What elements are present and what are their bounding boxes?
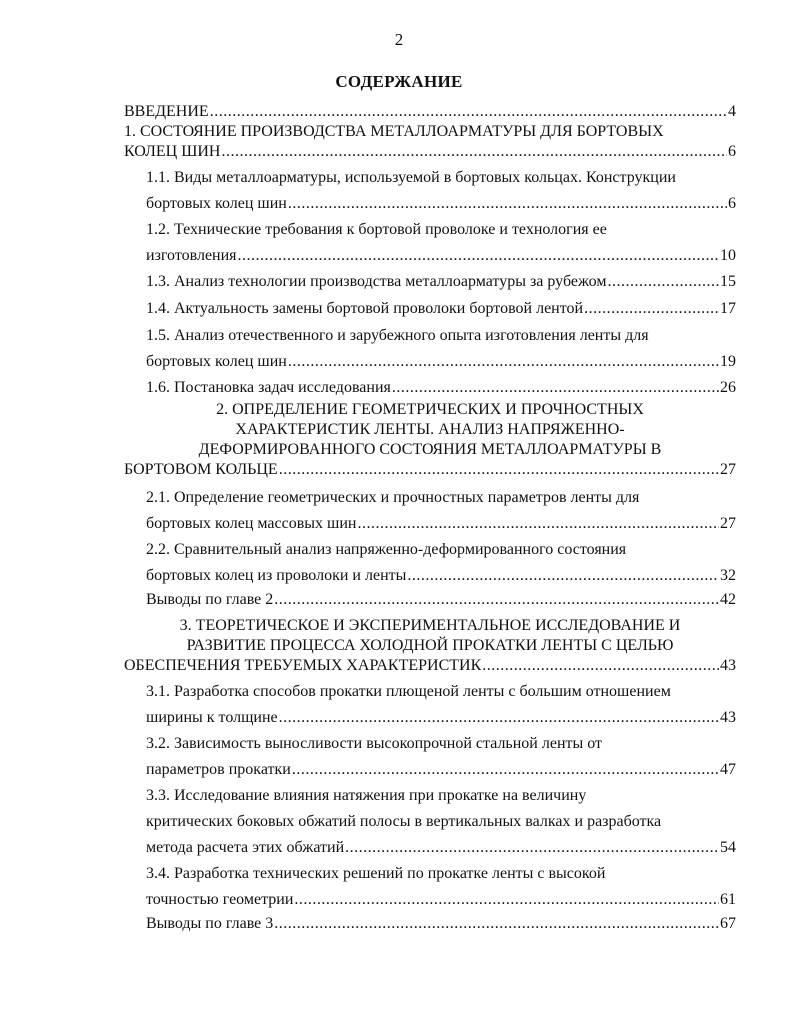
toc-entry-text: 2.1. Определение геометрических и прочностных параметров ленты для: [146, 489, 640, 506]
toc-entry-2-2[interactable]: [0, 534, 798, 586]
toc-entry-text: метода расчета этих обжатий: [146, 839, 345, 856]
toc-entry-page: 6: [728, 143, 736, 160]
table-of-contents: [0, 98, 798, 936]
toc-entry-3-1[interactable]: [0, 676, 798, 728]
toc-entry-1-1[interactable]: [0, 162, 798, 214]
toc-entry-conclusions-2[interactable]: [0, 586, 798, 612]
toc-entry-text: РАЗВИТИЕ ПРОЦЕССА ХОЛОДНОЙ ПРОКАТКИ ЛЕНТЫ С ЦЕЛЬЮ: [186, 637, 674, 654]
toc-entry-text: 1. СОСТОЯНИЕ ПРОИЗВОДСТВА МЕТАЛЛОАРМАТУРЫ ДЛЯ БОРТОВЫХ: [124, 123, 664, 140]
toc-entry-text: критических боковых обжатий полосы в вертикальных валках и разработка: [146, 813, 662, 830]
toc-entry-text: 1.1. Виды металлоарматуры, используемой в бортовых кольцах. Конструкции: [146, 169, 676, 186]
toc-entry-2-1[interactable]: [0, 482, 798, 534]
toc-entry-page: 43: [720, 657, 736, 674]
toc-entry-page: 67: [720, 915, 736, 932]
toc-entry-text: 1.5. Анализ отечественного и зарубежного опыта изготовления ленты для: [146, 327, 649, 344]
toc-entry-text: ОБЕСПЕЧЕНИЯ ТРЕБУЕМЫХ ХАРАКТЕРИСТИК: [124, 657, 482, 674]
toc-entry-1-3[interactable]: [0, 266, 798, 293]
toc-entry-text: бортовых колец шин: [146, 195, 287, 212]
toc-entry-1-4[interactable]: [0, 293, 798, 320]
toc-entry-text: параметров прокатки: [146, 761, 291, 778]
toc-entry-text: ВВЕДЕНИЕ: [124, 103, 209, 120]
toc-entry-text: ХАРАКТЕРИСТИК ЛЕНТЫ. АНАЛИЗ НАПРЯЖЕННО-: [235, 421, 625, 438]
toc-entry-page: 42: [720, 591, 736, 608]
toc-entry-text: Выводы по главе 2: [146, 591, 274, 608]
toc-entry-text: 3.4. Разработка технических решений по прокатке ленты с высокой: [146, 865, 606, 882]
toc-entry-3-4[interactable]: [0, 858, 798, 910]
toc-entry-text: 3. ТЕОРЕТИЧЕСКОЕ И ЭКСПЕРИМЕНТАЛЬНОЕ ИССЛЕДОВАНИЕ И: [179, 617, 681, 634]
toc-entry-text: 1.6. Постановка задач исследования: [146, 379, 391, 396]
toc-entry-page: 26: [720, 379, 736, 396]
toc-entry-1-6[interactable]: [0, 372, 798, 396]
toc-entry-text: 3.2. Зависимость выносливости высокопрочной стальной ленты от: [146, 735, 603, 752]
toc-entry-text: БОРТОВОМ КОЛЬЦЕ: [124, 461, 278, 478]
toc-entry-page: 61: [720, 891, 736, 908]
toc-entry-chapter-1[interactable]: [0, 118, 798, 162]
toc-entry-page: 43: [720, 709, 736, 726]
toc-entry-page: 47: [720, 761, 736, 778]
toc-entry-conclusions-3[interactable]: [0, 910, 798, 936]
toc-entry-text: ДЕФОРМИРОВАННОГО СОСТОЯНИЯ МЕТАЛЛОАРМАТУРЫ В: [198, 441, 662, 458]
toc-entry-page: 19: [720, 353, 736, 370]
toc-title: СОДЕРЖАНИЕ: [335, 72, 463, 91]
toc-entry-text: изготовления: [146, 247, 237, 264]
toc-entry-page: 17: [720, 300, 736, 317]
toc-entry-text: 1.3. Анализ технологии производства металлоарматуры за рубежом: [146, 273, 607, 290]
toc-entry-chapter-3[interactable]: [0, 612, 798, 676]
toc-entry-1-5[interactable]: [0, 320, 798, 372]
toc-entry-text: ширины к толщине: [146, 709, 278, 726]
toc-entry-text: точностью геометрии: [146, 891, 294, 908]
toc-entry-text: бортовых колец из проволоки и ленты: [146, 567, 407, 584]
toc-entry-text: Выводы по главе 3: [146, 915, 274, 932]
toc-entry-page: 6: [728, 195, 736, 212]
toc-entry-page: 4: [728, 103, 736, 120]
toc-entry-introduction[interactable]: [0, 98, 798, 118]
toc-entry-3-3[interactable]: [0, 780, 798, 858]
toc-entry-text: бортовых колец массовых шин: [146, 515, 357, 532]
toc-entry-page: 32: [720, 567, 736, 584]
toc-entry-text: 2.2. Сравнительный анализ напряженно-деформированного состояния: [146, 541, 627, 558]
toc-entry-3-2[interactable]: [0, 728, 798, 780]
toc-entry-text: 3.1. Разработка способов прокатки плющеной ленты с большим отношением: [146, 683, 671, 700]
toc-entry-1-2[interactable]: [0, 214, 798, 266]
toc-entry-text: КОЛЕЦ ШИН: [124, 143, 221, 160]
toc-entry-page: 27: [720, 461, 736, 478]
page-number: 2: [394, 30, 404, 49]
toc-entry-page: 54: [720, 839, 736, 856]
toc-entry-text: 2. ОПРЕДЕЛЕНИЕ ГЕОМЕТРИЧЕСКИХ И ПРОЧНОСТНЫХ: [216, 401, 644, 418]
toc-entry-text: 1.2. Технические требования к бортовой проволоке и технология ее: [146, 221, 607, 238]
toc-entry-page: 10: [720, 247, 736, 264]
toc-entry-page: 27: [720, 515, 736, 532]
toc-entry-text: 1.4. Актуальность замены бортовой проволоки бортовой лентой: [146, 300, 584, 317]
toc-entry-text: бортовых колец шин: [146, 353, 287, 370]
toc-entry-page: 15: [720, 273, 736, 290]
toc-entry-text: 3.3. Исследование влияния натяжения при прокатке на величину: [146, 787, 587, 804]
toc-entry-chapter-2[interactable]: [0, 396, 798, 482]
